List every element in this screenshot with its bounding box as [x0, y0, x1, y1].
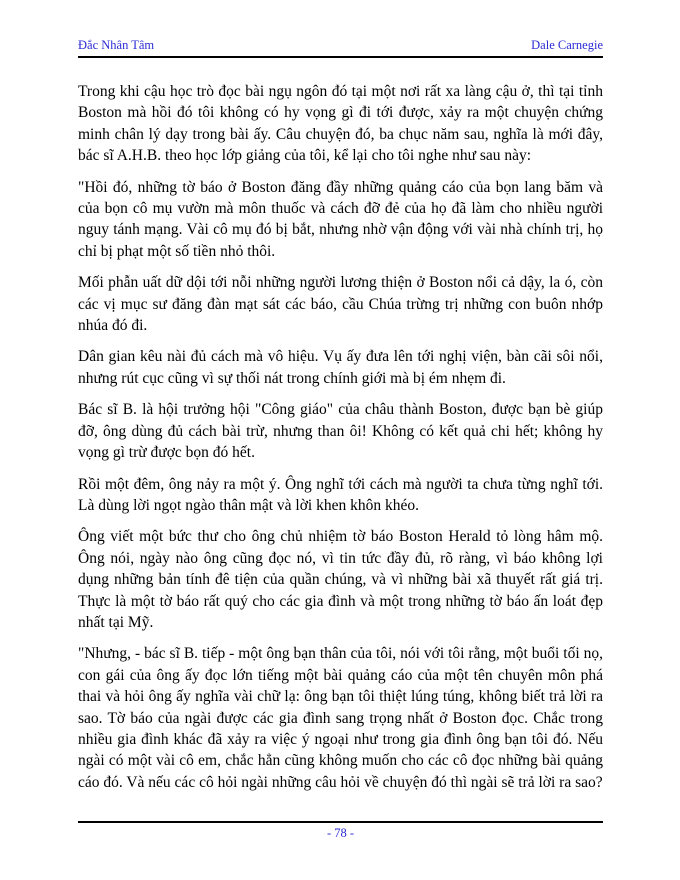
- paragraph-3: Mối phẫn uất dữ dội tới nỗi những người lương thiện ở Boston nổi cả dậy, la ó, còn các vị mục sư đăng đàn mạt sát các báo, cầu Chúa trừng trị những con buôn nhớp nhúa đó đi.: [78, 274, 603, 335]
- paragraph-6: Rồi một đêm, ông nảy ra một ý. Ông nghĩ tới cách mà người ta chưa từng nghĩ tới. Là dùng lời ngọt ngào thân mật và lời khen khôn khéo.: [78, 475, 603, 514]
- paragraph-7: Ông viết một bức thư cho ông chủ nhiệm tờ báo Boston Herald tỏ lòng hâm mộ. Ông nói, ngày nào ông cũng đọc nó, vì tin tức đầy đủ, rõ ràng, vì báo không lợi dụng những bản tính đê tiện của quần chúng, và vì những bài xã thuyết rất giá trị. Thực là một tờ báo rất quý cho các gia đình và một trong những tờ báo ấn loát đẹp nhất tại Mỹ.: [78, 528, 603, 631]
- paragraph-2: "Hồi đó, những tờ báo ở Boston đăng đầy những quảng cáo của bọn lang băm và của bọn cô mụ vườn mà môn thuốc và cách đỡ đẻ của họ đã làm cho nhiều người nguy tánh mạng. Vài cô mụ đó bị bắt, nhưng nhờ vận động với vài nhà chính trị, họ chỉ bị phạt một số tiền nhỏ thôi.: [78, 178, 603, 260]
- body-text: [78, 81, 603, 793]
- paragraph-8: "Nhưng, - bác sĩ B. tiếp - một ông bạn thân của tôi, nói với tôi rằng, một buổi tối nọ, con gái của ông ấy đọc lớn tiếng một bài quảng cáo của một tên chuyên môn phá thai và hỏi ông ấy nghĩa vài chữ lạ: ông bạn tôi thiệt lúng túng, không biết trả lời ra sao. Tờ báo của ngài được các gia đình sang trọng nhất ở Boston đọc. Chắc trong nhiều gia đình khác đã xảy ra việc ý ngoại như trong gia đình ông bạn tôi đó. Nếu ngài có một vài cô em, chắc hẳn cũng không muốn cho các cô đọc những bài quảng cáo đó. Và nếu các cô hỏi ngài những câu hỏi về chuyện đó thì ngài sẽ trả lời ra sao?: [78, 645, 603, 791]
- paragraph-1: Trong khi cậu học trò đọc bài ngụ ngôn đó tại một nơi rất xa làng cậu ở, thì tại tỉnh Boston mà hồi đó tôi không có hy vọng gì đi tới được, xảy ra một chuyện chứng minh chân lý dạy trong bài ấy. Câu chuyện đó, ba chục năm sau, nghĩa là mới đây, bác sĩ A.H.B. theo học lớp giảng của tôi, kể lại cho tôi nghe như sau này:: [78, 83, 603, 165]
- paragraph-5: Bác sĩ B. là hội trưởng hội "Công giáo" của châu thành Boston, được bạn bè giúp đỡ, ông dùng đủ cách bài trừ, nhưng than ôi! Không có kết quả chi hết; không hy vọng gì trừ được bọn đó hết.: [78, 401, 603, 462]
- header-author: Dale Carnegie: [531, 38, 603, 52]
- header-book-title: Đắc Nhân Tâm: [78, 38, 155, 52]
- header-rule: [78, 56, 603, 58]
- footer-rule: [78, 821, 603, 823]
- paragraph-4: Dân gian kêu nài đủ cách mà vô hiệu. Vụ ấy đưa lên tới nghị viện, bàn cãi sôi nổi, nhưng rút cục cũng vì sự thối nát trong chính giới mà bị ém nhẹm đi.: [78, 348, 603, 387]
- page-footer: [78, 821, 603, 841]
- page-header: [78, 38, 603, 53]
- page-number: - 78 -: [326, 826, 355, 840]
